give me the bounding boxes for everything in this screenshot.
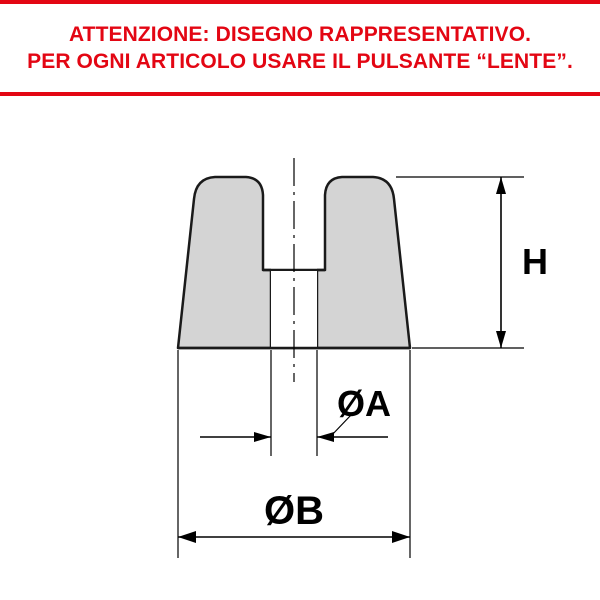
dimension-inner-diameter — [200, 350, 391, 456]
inner-diameter-label: ØA — [337, 383, 391, 424]
inner-arrow-left — [254, 432, 271, 442]
technical-drawing — [0, 96, 600, 600]
height-arrow-bottom — [496, 331, 506, 348]
dimension-height — [396, 177, 548, 348]
outer-diameter-label: ØB — [264, 489, 324, 533]
height-arrow-top — [496, 177, 506, 194]
outer-arrow-right — [392, 531, 410, 543]
height-label: H — [522, 241, 548, 282]
outer-arrow-left — [178, 531, 196, 543]
inner-arrow-right — [317, 432, 334, 442]
warning-banner — [0, 0, 600, 96]
warning-line-2: PER OGNI ARTICOLO USARE IL PULSANTE “LENTE”. — [27, 50, 573, 73]
warning-line-1: ATTENZIONE: DISEGNO RAPPRESENTATIVO. — [68, 23, 532, 46]
